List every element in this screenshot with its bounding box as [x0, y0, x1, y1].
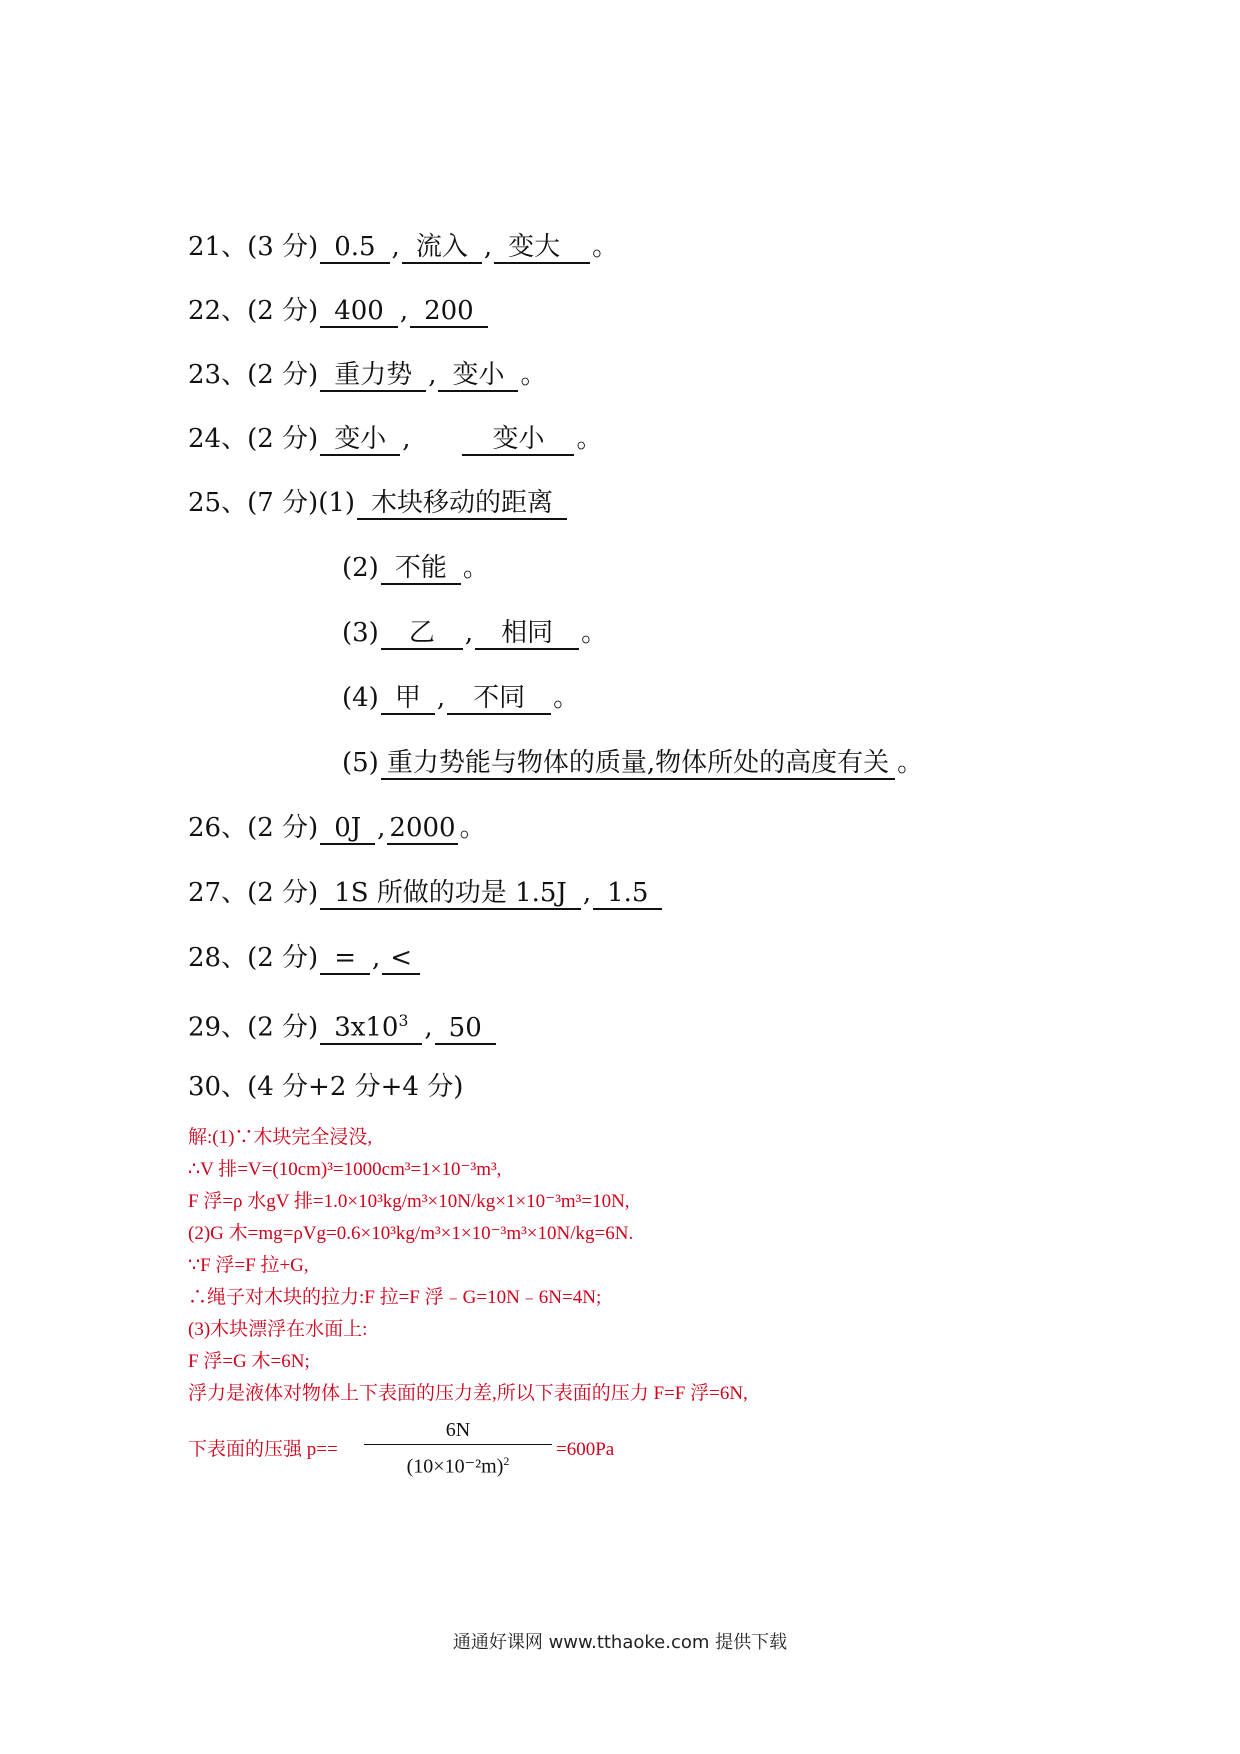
solution-line-2: ∴V 排=V=(10cm)³=1000cm³=1×10⁻³m³,	[188, 1159, 502, 1180]
question-number: 24、(2 分)	[188, 424, 319, 454]
part-label: (2)	[342, 553, 379, 583]
answer-28	[188, 941, 422, 975]
answer-blank: 重力势	[320, 360, 426, 392]
solution-line-3: F 浮=ρ 水gV 排=1.0×10³kg/m³×10N/kg×1×10⁻³m³=10N,	[188, 1191, 630, 1212]
answer-blank	[320, 1006, 422, 1045]
answer-blank: 不能	[381, 553, 461, 585]
answer-25-part-4	[342, 681, 579, 715]
answer-blank: 0.5	[320, 232, 389, 264]
answer-blank: <	[382, 943, 420, 975]
separator: ,	[428, 360, 437, 390]
period: 。	[553, 683, 580, 713]
answer-25	[188, 486, 569, 520]
answer-blank: 甲	[381, 683, 435, 715]
denominator-exponent: 2	[503, 1454, 510, 1468]
solution-line-4: (2)G 木=mg=ρVg=0.6×10³kg/m³×1×10⁻³m³×10N/kg=6N.	[188, 1223, 634, 1244]
answer-24	[188, 422, 603, 456]
period: 。	[581, 618, 608, 648]
question-number: 25、(7 分)	[188, 488, 319, 518]
solution-line-7: (3)木块漂浮在水面上:	[188, 1319, 368, 1340]
answer-blank: 不同	[447, 683, 551, 715]
question-number: 29、(2 分)	[188, 1012, 319, 1043]
answer-21	[188, 230, 618, 264]
answer-blank: 乙	[381, 618, 463, 650]
separator: ,	[371, 943, 381, 973]
answer-blank: 200	[410, 296, 488, 328]
question-number: 28、(2 分)	[188, 943, 319, 973]
answer-blank: 变小	[320, 424, 400, 456]
answer-blank: 1S 所做的功是 1.5J	[320, 878, 581, 910]
separator: ,	[424, 1012, 433, 1043]
answer-blank: 变小	[438, 360, 518, 392]
footer-text: 通通好课网 www.tthaoke.com 提供下载	[452, 1632, 788, 1653]
period: 。	[592, 232, 619, 262]
period: 。	[576, 424, 603, 454]
answer-25-part-3	[342, 616, 607, 650]
solution-line-9: 浮力是液体对物体上下表面的压力差,所以下表面的压力 F=F 浮=6N,	[188, 1383, 748, 1404]
answer-25-part-2	[342, 551, 489, 585]
answer-exponent: 3	[398, 1012, 409, 1030]
separator: ,	[402, 424, 411, 454]
answer-blank: 木块移动的距离	[357, 488, 567, 520]
separator: ,	[399, 296, 409, 326]
pressure-result: =600Pa	[556, 1439, 615, 1460]
answer-blank: 400	[320, 296, 398, 328]
answer-26	[188, 811, 486, 845]
answer-blank: 相同	[475, 618, 579, 650]
solution-line-1: 解:(1)∵木块完全浸没,	[188, 1127, 373, 1148]
answer-blank: 50	[435, 1013, 496, 1045]
period: 。	[520, 360, 547, 390]
separator: ,	[436, 683, 446, 713]
answer-29	[188, 1006, 498, 1045]
pressure-prefix: 下表面的压强 p==	[188, 1439, 338, 1460]
answer-blank: 0J	[320, 813, 375, 845]
separator: ,	[582, 878, 592, 908]
fraction-denominator	[364, 1447, 552, 1481]
part-label: (4)	[342, 683, 379, 713]
answer-blank: 变小	[462, 424, 574, 456]
part-label: (3)	[342, 618, 379, 648]
answer-30	[188, 1070, 463, 1104]
answer-blank: 2000	[389, 813, 456, 843]
answer-base: 3x10	[334, 1012, 399, 1043]
part-label: (1)	[318, 488, 356, 518]
fraction-bar	[364, 1444, 552, 1445]
separator: ,	[483, 232, 493, 262]
answer-blank: 重力势能与物体的质量,物体所处的高度有关	[381, 748, 895, 780]
period: 。	[897, 748, 924, 778]
answer-blank: 流入	[402, 232, 482, 264]
fraction-numerator: 6N	[445, 1419, 471, 1441]
answer-23	[188, 358, 547, 392]
answer-blank: =	[320, 943, 370, 975]
denominator-text: (10×10⁻²m)	[406, 1455, 504, 1478]
question-number: 21、(3 分)	[188, 232, 319, 262]
answer-25-part-5	[342, 746, 923, 780]
question-number: 26、(2 分)	[188, 813, 319, 843]
solution-line-6: ∴绳子对木块的拉力:F 拉=F 浮﹣G=10N﹣6N=4N;	[188, 1287, 602, 1308]
solution-line-5: ∵F 浮=F 拉+G,	[188, 1255, 309, 1276]
question-number: 23、(2 分)	[188, 360, 319, 390]
part-label: (5)	[342, 748, 379, 778]
period: 。	[462, 553, 489, 583]
solution-line-8: F 浮=G 木=6N;	[188, 1351, 310, 1372]
pressure-fraction	[364, 1418, 552, 1481]
separator: ,	[391, 232, 400, 262]
solution-line-10	[188, 1437, 338, 1463]
answer-22	[188, 294, 490, 328]
separator: ,	[464, 618, 474, 648]
answer-blank: 变大	[494, 232, 590, 264]
answer-27	[188, 876, 664, 910]
question-number: 30、(4 分+2 分+4 分)	[188, 1072, 464, 1102]
answer-blank: 1.5	[593, 878, 662, 910]
separator: ,	[377, 813, 386, 843]
question-number: 22、(2 分)	[188, 296, 319, 326]
question-number: 27、(2 分)	[188, 878, 319, 908]
period: 。	[459, 813, 486, 843]
